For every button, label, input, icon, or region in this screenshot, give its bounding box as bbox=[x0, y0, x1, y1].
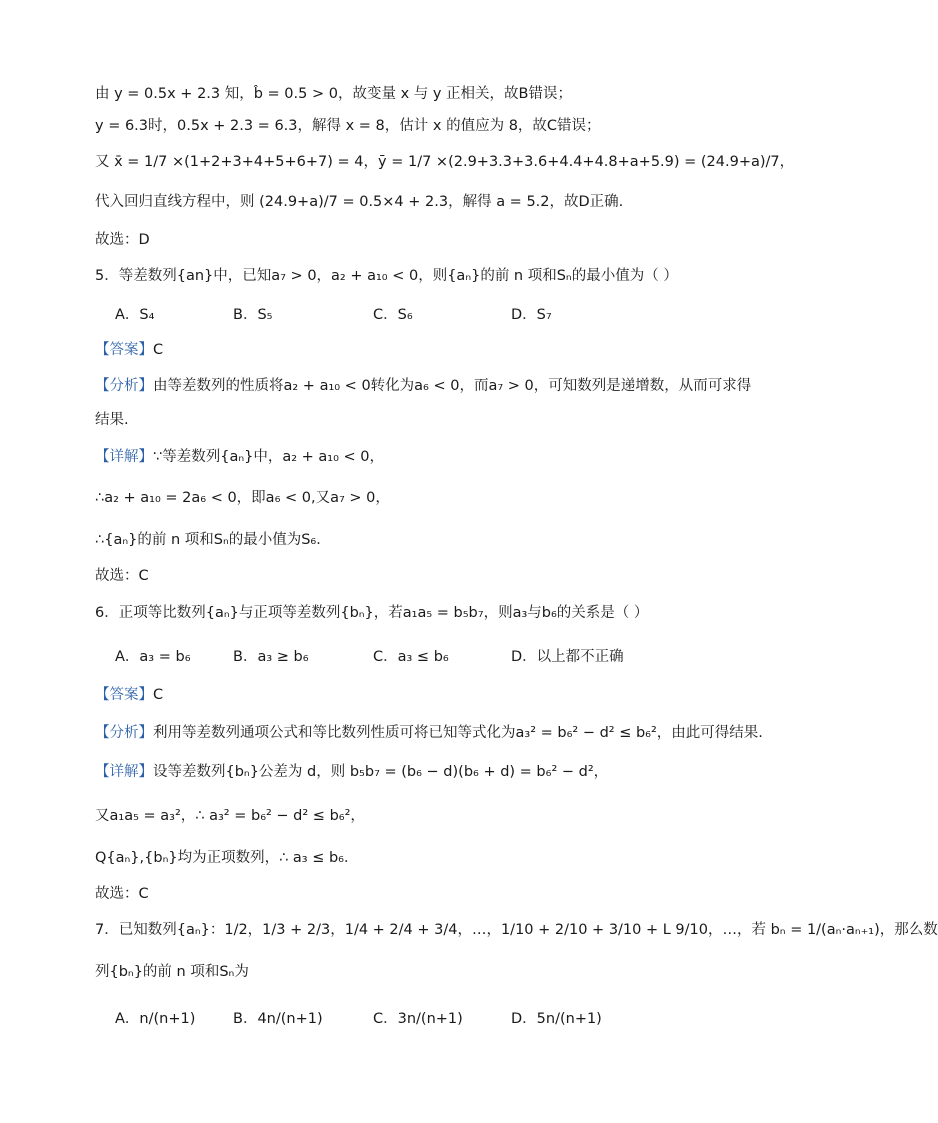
q7-option-b: B．4n/(n+1) bbox=[233, 1011, 323, 1027]
q5-option-a: A．S₄ bbox=[115, 307, 155, 323]
q7-option-d: D．5n/(n+1) bbox=[511, 1011, 602, 1027]
q6-option-c: C．a₃ ≤ b₆ bbox=[373, 649, 449, 665]
q5-analysis-cont: 结果. bbox=[95, 412, 129, 428]
q5-choice: 故选：C bbox=[95, 568, 149, 584]
q6-detail-2: 又a₁a₅ = a₃²，∴ a₃² = b₆² − d² ≤ b₆²， bbox=[95, 808, 365, 824]
q5-detail-3: ∴{aₙ}的前 n 项和Sₙ的最小值为S₆． bbox=[95, 532, 331, 548]
q5-option-d: D．S₇ bbox=[511, 307, 552, 323]
q6-analysis bbox=[95, 723, 763, 743]
detail-text: 设等差数列{bₙ}公差为 d，则 b₅b₇ = (b₆ − d)(b₆ + d) = b₆² − d²， bbox=[153, 764, 609, 780]
solution-line-4: 代入回归直线方程中，则 (24.9+a)/7 = 0.5×4 + 2.3，解得 a = 5.2，故D正确. bbox=[95, 194, 624, 210]
analysis-text: 由等差数列的性质将a₂ + a₁₀ < 0转化为a₆ < 0，而a₇ > 0，可知数列是递增数，从而可求得 bbox=[153, 378, 752, 394]
q6-option-d: D．以上都不正确 bbox=[511, 649, 624, 665]
question-6: 6．正项等比数列{aₙ}与正项等差数列{bₙ}，若a₁a₅ = b₅b₇，则a₃与b₆的关系是（ ） bbox=[95, 605, 649, 621]
question-5-options bbox=[115, 305, 715, 345]
detail-tag: 【详解】 bbox=[95, 449, 153, 465]
q5-option-b: B．S₅ bbox=[233, 307, 273, 323]
q7-option-c: C．3n/(n+1) bbox=[373, 1011, 463, 1027]
answer-value: C bbox=[153, 687, 164, 703]
question-7-cont: 列{bₙ}的前 n 项和Sₙ为 bbox=[95, 964, 249, 980]
question-7: 7．已知数列{aₙ}：1/2，1/3 + 2/3，1/4 + 2/4 + 3/4，…，1/10 + 2/10 + 3/10 + L 9/10，…，若 bₙ = 1/(aₙ·aₙ₊₁)，那么数 bbox=[95, 922, 938, 938]
q6-detail-3: Q{aₙ},{bₙ}均为正项数列，∴ a₃ ≤ b₆． bbox=[95, 850, 359, 866]
q7-option-a: A．n/(n+1) bbox=[115, 1011, 196, 1027]
q5-detail-1 bbox=[95, 447, 384, 467]
q6-detail-1 bbox=[95, 762, 608, 782]
q5-option-c: C．S₆ bbox=[373, 307, 413, 323]
question-6-options bbox=[115, 647, 715, 687]
analysis-text: 利用等差数列通项公式和等比数列性质可将已知等式化为a₃² = b₆² − d² ≤ b₆²，由此可得结果. bbox=[153, 725, 763, 741]
q6-option-a: A．a₃ = b₆ bbox=[115, 649, 191, 665]
q6-answer bbox=[95, 685, 163, 705]
answer-value: C bbox=[153, 342, 164, 358]
analysis-tag: 【分析】 bbox=[95, 378, 153, 394]
q5-answer bbox=[95, 340, 163, 360]
solution-line-2: y = 6.3时，0.5x + 2.3 = 6.3，解得 x = 8，估计 x 的值应为 8，故C错误； bbox=[95, 118, 601, 134]
solution-line-3: 又 x̄ = 1/7 ×(1+2+3+4+5+6+7) = 4，ȳ = 1/7 ×(2.9+3.3+3.6+4.4+4.8+a+5.9) = (24.9+a)/7， bbox=[95, 154, 795, 170]
question-7-options bbox=[115, 996, 715, 1042]
q6-choice: 故选：C bbox=[95, 886, 149, 902]
q5-analysis bbox=[95, 376, 751, 396]
detail-tag: 【详解】 bbox=[95, 764, 153, 780]
analysis-tag: 【分析】 bbox=[95, 725, 153, 741]
q6-option-b: B．a₃ ≥ b₆ bbox=[233, 649, 309, 665]
solution-line-1: 由 y = 0.5x + 2.3 知，b̂ = 0.5 > 0，故变量 x 与 y 正相关，故B错误； bbox=[95, 86, 573, 102]
detail-text: ∵等差数列{aₙ}中，a₂ + a₁₀ < 0， bbox=[153, 449, 385, 465]
answer-tag: 【答案】 bbox=[95, 342, 153, 358]
answer-tag: 【答案】 bbox=[95, 687, 153, 703]
q5-detail-2: ∴a₂ + a₁₀ = 2a₆ < 0，即a₆ < 0,又a₇ > 0， bbox=[95, 490, 390, 506]
solution-choice-d: 故选：D bbox=[95, 232, 150, 248]
question-5: 5．等差数列{an}中，已知a₇ > 0，a₂ + a₁₀ < 0，则{aₙ}的前 n 项和Sₙ的最小值为（ ） bbox=[95, 268, 678, 284]
